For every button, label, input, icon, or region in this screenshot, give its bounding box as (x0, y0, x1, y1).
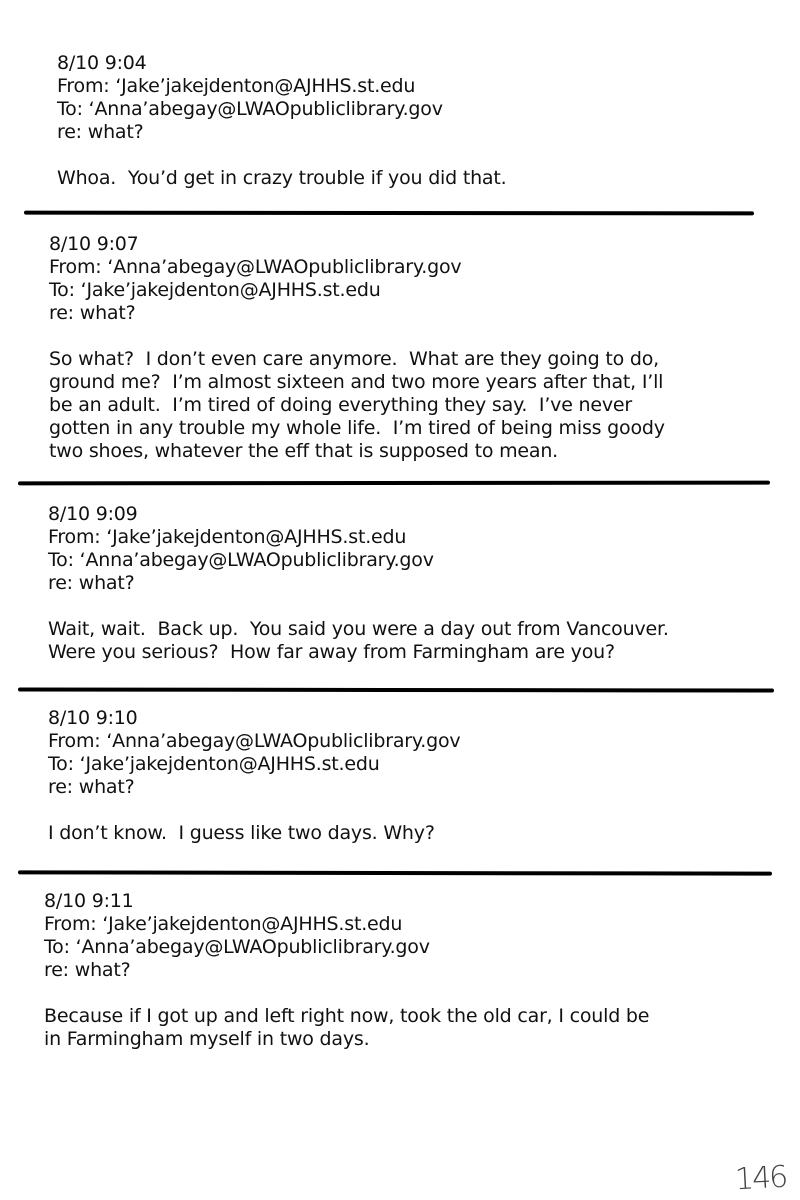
email-to: To: ‘Anna’abegay@LWAOpubliclibrary.gov (57, 98, 443, 120)
spacer (48, 799, 460, 822)
email-timestamp: 8/10 9:11 (44, 890, 134, 912)
email-message (44, 890, 649, 1051)
page-number: 146 (733, 1159, 787, 1198)
email-timestamp: 8/10 9:04 (57, 52, 147, 74)
email-timestamp: 8/10 9:09 (48, 503, 138, 525)
email-body-line: Because if I got up and left right now, took the old car, I could be (44, 1005, 650, 1027)
email-body-line: gotten in any trouble my whole life. I’m tired of being miss goody (49, 417, 665, 439)
email-body-line: I don’t know. I guess like two days. Why? (48, 822, 435, 844)
email-message (48, 503, 669, 664)
email-timestamp: 8/10 9:07 (49, 233, 139, 255)
email-message (57, 52, 506, 190)
email-to: To: ‘Jake’jakejdenton@AJHHS.st.edu (48, 753, 380, 775)
email-message (48, 707, 460, 845)
email-subject: re: what? (44, 959, 131, 981)
email-from: From: ‘Anna’abegay@LWAOpubliclibrary.gov (48, 730, 461, 752)
message-divider (18, 870, 772, 875)
message-divider (18, 687, 774, 692)
email-subject: re: what? (57, 121, 144, 143)
email-body-line: Whoa. You’d get in crazy trouble if you did that. (57, 167, 507, 189)
email-body-line: in Farmingham myself in two days. (44, 1028, 370, 1050)
email-body-line: be an adult. I’m tired of doing everything they say. I’ve never (49, 394, 633, 416)
email-message (49, 233, 665, 463)
email-from: From: ‘Jake’jakejdenton@AJHHS.st.edu (48, 526, 407, 548)
email-to: To: ‘Anna’abegay@LWAOpubliclibrary.gov (44, 936, 430, 958)
email-to: To: ‘Anna’abegay@LWAOpubliclibrary.gov (48, 549, 434, 571)
email-body-line: Were you serious? How far away from Farmingham are you? (48, 641, 615, 663)
email-body-line: Wait, wait. Back up. You said you were a day out from Vancouver. (48, 618, 669, 640)
email-from: From: ‘Jake’jakejdenton@AJHHS.st.edu (44, 913, 403, 935)
email-subject: re: what? (49, 302, 136, 324)
message-divider (24, 211, 754, 216)
email-subject: re: what? (48, 572, 135, 594)
email-body-line: two shoes, whatever the eff that is supposed to mean. (49, 440, 559, 462)
spacer (44, 982, 649, 1005)
email-to: To: ‘Jake’jakejdenton@AJHHS.st.edu (49, 279, 381, 301)
message-divider (18, 481, 770, 486)
email-body-line: ground me? I’m almost sixteen and two more years after that, I’ll (49, 371, 664, 393)
spacer (57, 144, 506, 167)
email-body-line: So what? I don’t even care anymore. What are they going to do, (49, 348, 659, 370)
spacer (49, 325, 665, 348)
email-from: From: ‘Anna’abegay@LWAOpubliclibrary.gov (49, 256, 462, 278)
spacer (48, 595, 669, 618)
email-timestamp: 8/10 9:10 (48, 707, 138, 729)
email-subject: re: what? (48, 776, 135, 798)
email-from: From: ‘Jake’jakejdenton@AJHHS.st.edu (57, 75, 416, 97)
